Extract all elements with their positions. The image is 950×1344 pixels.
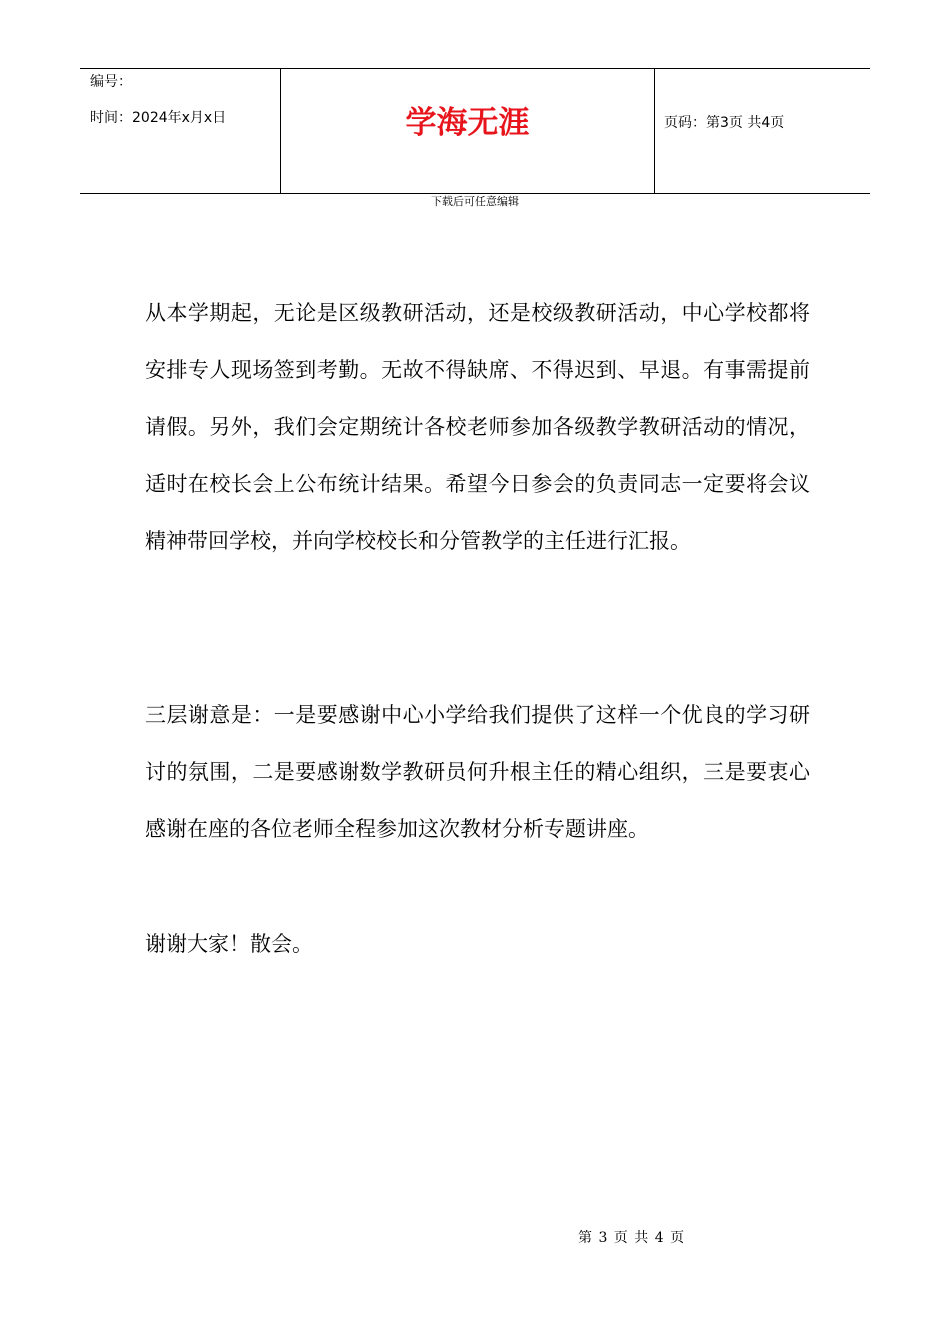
body-paragraph: 三层谢意是：一是要感谢中心小学给我们提供了这样一个优良的学习研讨的氛围，二是要感谢数学教研员何升根主任的精心组织，三是要衷心感谢在座的各位老师全程参加这次教材分析专题讲座。 (145, 703, 810, 841)
header-left-cell (80, 69, 281, 193)
header-center-cell (281, 69, 655, 193)
header-right-cell (655, 69, 870, 193)
serial-number-label: 编号： (90, 74, 132, 90)
brand-title: 学海无涯 (405, 105, 530, 141)
body-paragraph: 谢谢大家！散会。 (145, 932, 313, 956)
time-label: 时间：2024年x月x日 (90, 110, 227, 126)
page-footer: 第 3 页 共 4 页 (578, 1230, 686, 1246)
header-table (80, 68, 870, 194)
body-paragraph: 从本学期起，无论是区级教研活动，还是校级教研活动，中心学校都将安排专人现场签到考勤。无故不得缺席、不得迟到、早退。有事需提前请假。另外，我们会定期统计各校老师参加各级教学教研活动的情况，适时在校长会上公布统计结果。希望今日参会的负责同志一定要将会议精神带回学校，并向学校校长和分管教学的主任进行汇报。 (145, 301, 810, 553)
editable-note: 下载后可任意编辑 (431, 195, 519, 208)
page-info: 页码：第3页 共4页 (664, 115, 785, 131)
